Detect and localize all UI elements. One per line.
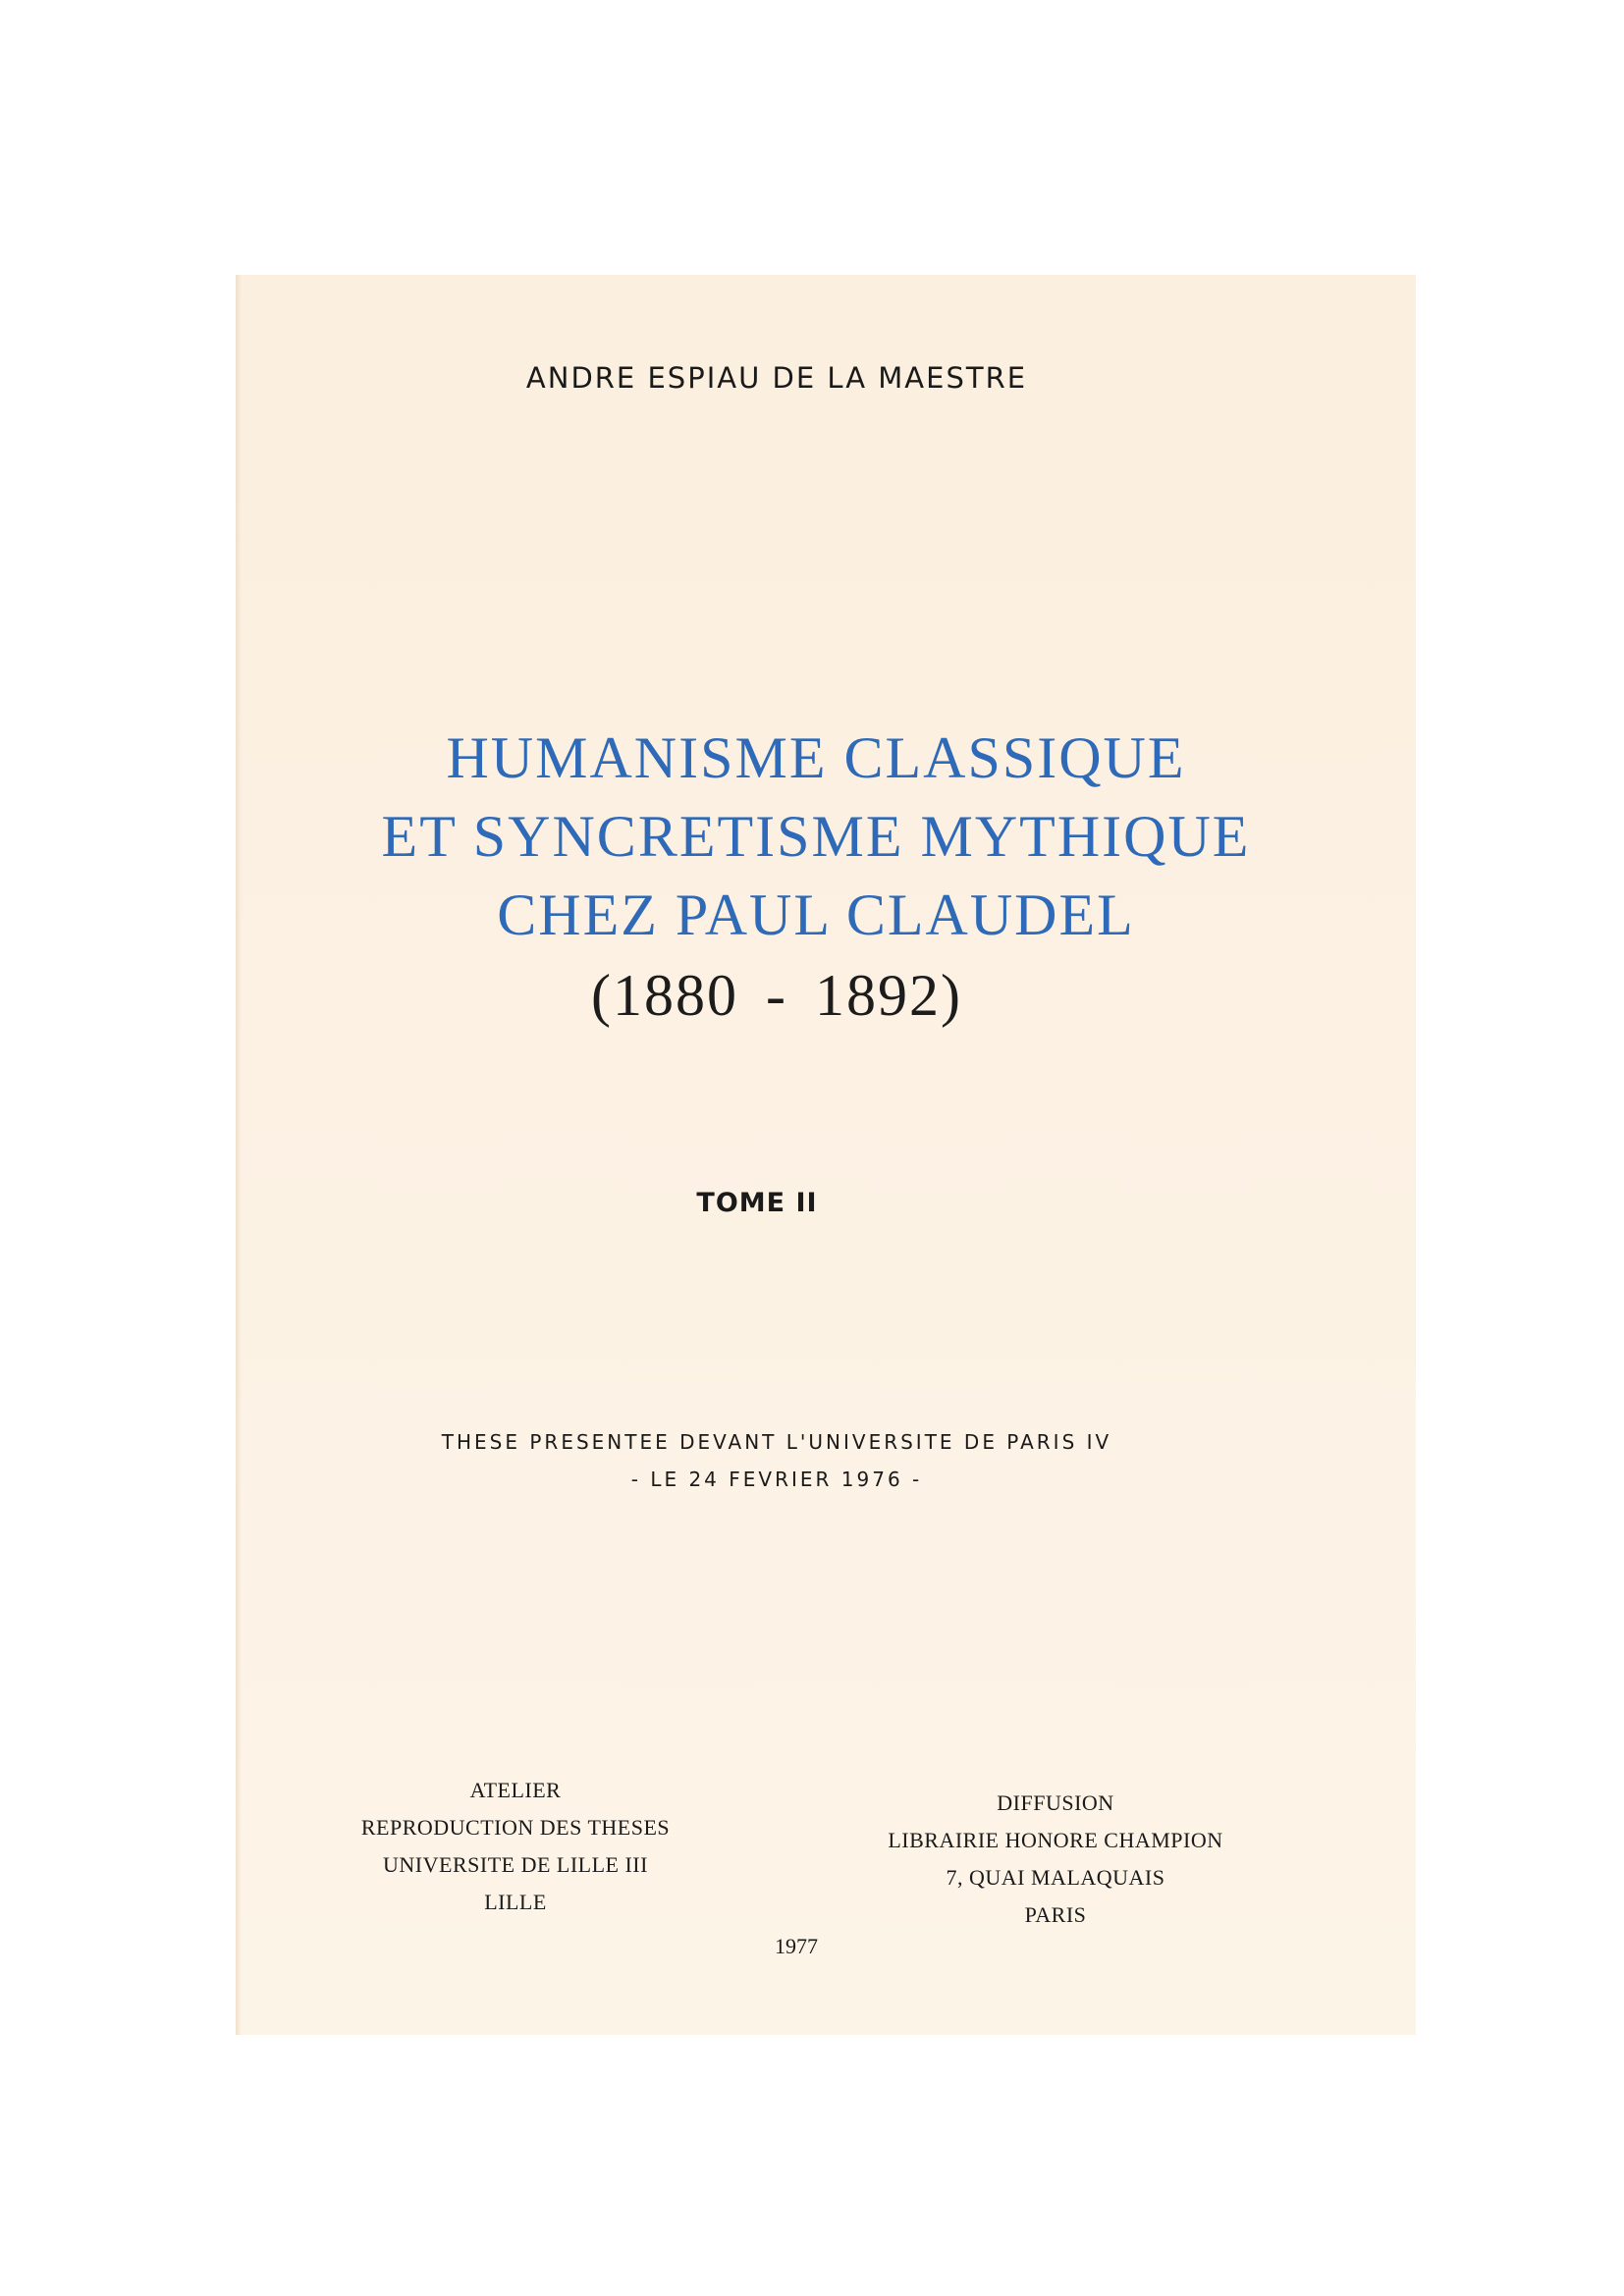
publisher-left-line-2: REPRODUCTION DES THESES bbox=[360, 1815, 671, 1840]
publisher-right-line-3: 7, QUAI MALAQUAIS bbox=[946, 1865, 1165, 1890]
publisher-atelier bbox=[334, 1772, 697, 1921]
publisher-diffusion bbox=[844, 1785, 1267, 1934]
title-line-2: ET SYNCRETISME MYTHIQUE bbox=[381, 804, 1251, 869]
date-start: (1880 bbox=[591, 963, 738, 1028]
date-separator: - bbox=[766, 963, 787, 1028]
publisher-left-line-1: ATELIER bbox=[469, 1778, 562, 1802]
cover-edge-shadow bbox=[236, 275, 242, 2035]
book-title bbox=[226, 719, 1406, 954]
title-line-3: CHEZ PAUL CLAUDEL bbox=[497, 882, 1135, 947]
publisher-right-line-1: DIFFUSION bbox=[997, 1790, 1114, 1815]
book-cover bbox=[236, 275, 1416, 2035]
publisher-left-line-3: UNIVERSITE DE LILLE III bbox=[383, 1852, 648, 1877]
thesis-line-2: - LE 24 FEVRIER 1976 - bbox=[630, 1468, 923, 1491]
date-end: 1892) bbox=[814, 963, 962, 1028]
publisher-left-line-4: LILLE bbox=[484, 1890, 547, 1914]
publisher-right-line-2: LIBRAIRIE HONORE CHAMPION bbox=[888, 1828, 1223, 1852]
volume-label: TOME II bbox=[696, 1188, 818, 1218]
publisher-right-line-4: PARIS bbox=[1024, 1902, 1087, 1927]
thesis-statement bbox=[187, 1423, 1367, 1498]
publication-year: 1977 bbox=[775, 1934, 818, 1958]
thesis-line-1: THESE PRESENTEE DEVANT L'UNIVERSITE DE PARIS IV bbox=[441, 1430, 1112, 1454]
title-line-1: HUMANISME CLASSIQUE bbox=[446, 725, 1186, 790]
author-name: ANDRE ESPIAU DE LA MAESTRE bbox=[525, 361, 1028, 395]
date-range bbox=[187, 962, 1367, 1030]
